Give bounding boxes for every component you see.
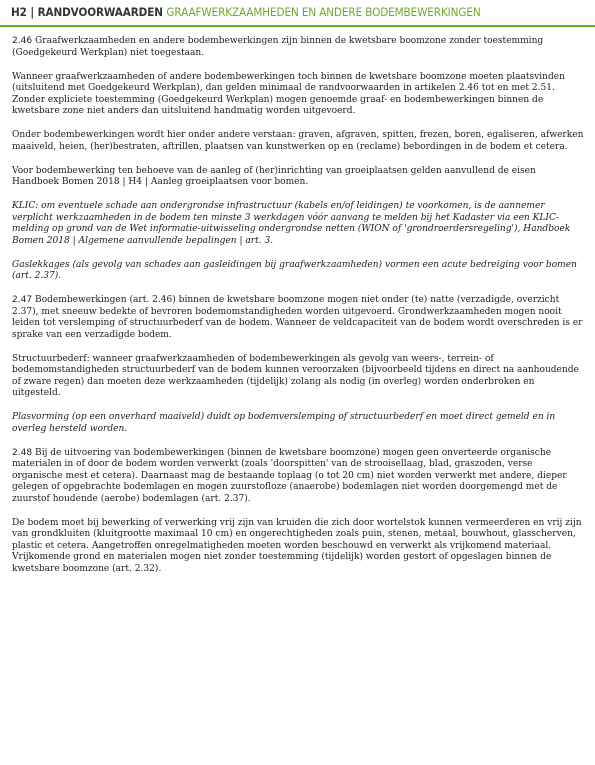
- klic-note: KLIC: om eventuele schade aan ondergrondse infrastructuur (kabels en/of leidingen) te voorkomen, is de aannemer verplicht werkzaamheden in de bodem ten minste 3 werkdagen vóór aanvang te melden bij het Kadaster via een KLIC-melding op grond van de Wet informatie-uitwisseling ondergrondse netten (WION of 'grondroerdersregeling'), Handboek Bomen 2018 | Algemene aanvullende bepalingen | art. 3.: [12, 201, 571, 246]
- paragraph: De bodem moet bij bewerking of verwerking vrij zijn van kruiden die zich door wortelstok kunnen vermeerderen en vrij zijn van grondkluiten (kluitgrootte maximaal 10 cm) en ongerechtigheden zoals puin, stenen, metaal, bouwhout, glasscherven, plastic et cetera. Aangetroffen onregelmatigheden moeten worden beschouwd en verwerkt als vrijkomend materiaal. Vrijkomende grond en materialen mogen niet zonder toestemming (tijdelijk) worden gestort of opgeslagen binnen de kwetsbare boomzone (art. 2.32).: [12, 517, 582, 574]
- chapter-code: H2: [11, 5, 27, 19]
- paragraph-text: Graafwerkzaamheden en andere bodembewerkingen zijn binnen de kwetsbare boomzone zonder toestemming (Goedgekeurd Werkplan) niet toegestaan.: [12, 36, 544, 58]
- topic-title: GRAAFWERKZAAMHEDEN EN ANDERE BODEMBEWERKINGEN: [166, 5, 481, 19]
- article-number: 2.47: [12, 295, 33, 305]
- article-number: 2.48: [12, 447, 33, 458]
- gas-leak-note: Gaslekkages (als gevolg van schades aan gasleidingen bij graafwerkzaamheden) vormen een acute bedreiging voor bomen (art. 2.37).: [12, 259, 577, 281]
- section-title: RANDVOORWAARDEN: [37, 5, 163, 19]
- paragraph-2-47: [12, 295, 584, 341]
- body-text: [12, 36, 584, 588]
- paragraph-text: Bij de uitvoering van bodembewerkingen (binnen de kwetsbare boomzone) mogen geen onverteerde organische materialen in of door de bodem worden verwerkt (zoals 'doorspitten' van de strooisellaag, blad, graszoden, verse organische mest et cetera). Daarnaast mag de bestaande toplaag (o tot 20 cm) niet worden verwerkt met andere, dieper gelegen of opgebrachte bodemlagen en mogen zuurstofloze (anaerobe) bodemlagen niet worden doorgemengd met de zuurstof houdende (aerobe) bodemlagen (art. 2.37).: [12, 447, 567, 504]
- paragraph: Voor bodembewerking ten behoeve van de aanleg of (her)inrichting van groeiplaatsen gelden aanvullend de eisen Handboek Bomen 2018 | H4 | Aanleg groeiplaatsen voor bomen.: [12, 165, 536, 187]
- paragraph: Wanneer graafwerkzaamheden of andere bodembewerkingen toch binnen de kwetsbare boomzone moeten plaatsvinden (uitsluitend met Goedgekeurd Werkplan), dan gelden minimaal de randvoorwaarden in artikelen 2.46 tot en met 2.51. Zonder expliciete toestemming (Goedgekeurd Werkplan) mogen genoemde graaf- en bodembewerkingen binnen de kwetsbare zone niet anders dan uitsluitend handmatig worden uitgevoerd.: [12, 71, 565, 116]
- paragraph-text: Bodembewerkingen (art. 2.46) binnen de kwetsbare boomzone mogen niet onder (te) natte (verzadigde, overzicht 2.37), met sneeuw bedekte of bevroren bodemomstandigheden worden uitgevoerd. Grondwerkzaamheden mogen nooit leiden tot verslemping of structuurbederf van de bodem. Wanneer de veldcapaciteit van de bodem wordt overschreden is er sprake van een verzadigde bodem.: [12, 295, 583, 340]
- paragraph-2-48: [12, 448, 584, 506]
- header-separator: |: [30, 5, 35, 19]
- paragraph: Onder bodembewerkingen wordt hier onder andere verstaan: graven, afgraven, spitten, frezen, boren, egaliseren, afwerken maaiveld, heien, (her)bestraten, aftrillen, plaatsen van kunstwerken op en (reclame) bebordingen in de bodem et cetera.: [12, 130, 584, 152]
- paragraph-2-46: [12, 36, 584, 59]
- article-number: 2.46: [12, 36, 33, 46]
- page-header: [0, 0, 595, 27]
- paragraph: Structuurbederf: wanneer graafwerkzaamheden of bodembewerkingen als gevolg van weers-, terrein- of bodemomstandigheden structuurbederf van de bodem kunnen veroorzaken (bijvoorbeeld tijdens en direct na aanhoudende of zware regen) dan moeten deze werkzaamheden (tijdelijk) zolang als nodig (in overleg) worden onderbroken en uitgesteld.: [12, 353, 579, 398]
- puddling-note: Plasvorming (op een onverhard maaiveld) duidt op bodemverslemping of structuurbederf en moet direct gemeld en in overleg hersteld worden.: [12, 412, 556, 434]
